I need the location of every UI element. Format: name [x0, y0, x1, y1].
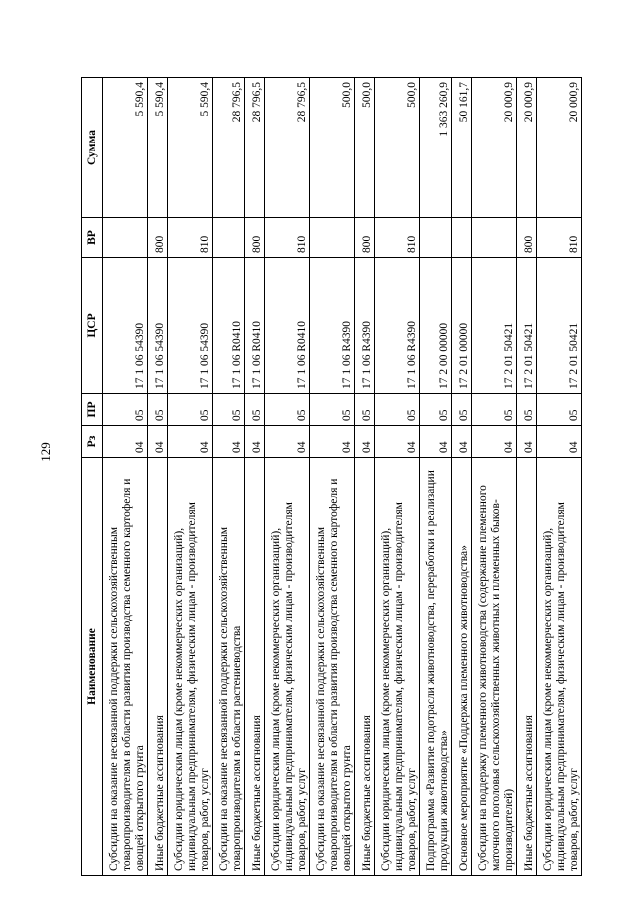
- row-vr-cell: [472, 218, 517, 258]
- row-name-cell: Субсидии на оказание несвязанной поддержки сельскохозяйственным товаропроизводителям в области развития производства семенного картофеля и овощей открытого грунта: [103, 458, 148, 876]
- row-csr-cell: 17 1 06 R4390: [375, 258, 420, 394]
- row-csr-cell: 17 1 06 R0410: [265, 258, 310, 394]
- row-name-cell: Субсидии на поддержку племенного животноводства (содержание племенного маточного поголовья сельскохозяйственных животных и племенных быков-производителей): [472, 458, 517, 876]
- table-row: [148, 78, 168, 876]
- table-header-row: [82, 78, 103, 876]
- row-rz-cell: 04: [537, 426, 582, 458]
- row-rz-cell: 04: [517, 426, 537, 458]
- row-sum-cell: 5 590,4: [103, 78, 148, 218]
- row-vr-cell: [213, 218, 245, 258]
- row-vr-cell: 810: [265, 218, 310, 258]
- header-rz: Рз: [82, 426, 103, 458]
- row-name-cell: Субсидии на оказание несвязанной поддержки сельскохозяйственным товаропроизводителям в области развития производства семенного картофеля и овощей открытого грунта: [310, 458, 355, 876]
- row-pr-cell: 05: [420, 394, 452, 426]
- row-pr-cell: 05: [452, 394, 472, 426]
- header-vr: ВР: [82, 218, 103, 258]
- row-pr-cell: 05: [103, 394, 148, 426]
- row-name-cell: Иные бюджетные ассигнования: [148, 458, 168, 876]
- budget-table-container: [81, 78, 581, 876]
- table-row: [310, 78, 355, 876]
- row-name-cell: Подпрограмма «Развитие подотрасли животноводства, переработки и реализации продукции животноводства»: [420, 458, 452, 876]
- row-rz-cell: 04: [148, 426, 168, 458]
- row-sum-cell: 5 590,4: [148, 78, 168, 218]
- row-pr-cell: 05: [537, 394, 582, 426]
- row-csr-cell: 17 2 01 00000: [452, 258, 472, 394]
- row-sum-cell: 500,0: [355, 78, 375, 218]
- row-name-cell: Субсидии юридическим лицам (кроме некоммерческих организаций), индивидуальным предпринимателям, физическим лицам - производителям товаров, работ, услуг: [537, 458, 582, 876]
- page-number: 129: [38, 442, 53, 462]
- row-rz-cell: 04: [168, 426, 213, 458]
- header-csr: ЦСР: [82, 258, 103, 394]
- row-csr-cell: 17 1 06 R4390: [310, 258, 355, 394]
- table-row: [168, 78, 213, 876]
- table-row: [355, 78, 375, 876]
- header-pr: ПР: [82, 394, 103, 426]
- row-vr-cell: 810: [168, 218, 213, 258]
- row-csr-cell: 17 1 06 54390: [168, 258, 213, 394]
- row-pr-cell: 05: [375, 394, 420, 426]
- table-row: [472, 78, 517, 876]
- table-row: [420, 78, 452, 876]
- row-pr-cell: 05: [355, 394, 375, 426]
- row-sum-cell: 500,0: [310, 78, 355, 218]
- table-row: [245, 78, 265, 876]
- row-rz-cell: 04: [103, 426, 148, 458]
- row-csr-cell: 17 1 06 54390: [103, 258, 148, 394]
- row-name-cell: Иные бюджетные ассигнования: [355, 458, 375, 876]
- row-csr-cell: 17 2 00 00000: [420, 258, 452, 394]
- row-vr-cell: 800: [517, 218, 537, 258]
- row-pr-cell: 05: [310, 394, 355, 426]
- row-csr-cell: 17 2 01 50421: [537, 258, 582, 394]
- header-name: Наименование: [82, 458, 103, 876]
- row-csr-cell: 17 2 01 50421: [517, 258, 537, 394]
- row-csr-cell: 17 1 06 R0410: [245, 258, 265, 394]
- row-vr-cell: [420, 218, 452, 258]
- row-csr-cell: 17 1 06 R0410: [213, 258, 245, 394]
- row-sum-cell: 5 590,4: [168, 78, 213, 218]
- table-body: [103, 78, 582, 876]
- row-rz-cell: 04: [420, 426, 452, 458]
- row-sum-cell: 20 000,9: [517, 78, 537, 218]
- row-csr-cell: 17 1 06 54390: [148, 258, 168, 394]
- table-row: [375, 78, 420, 876]
- row-sum-cell: 28 796,5: [213, 78, 245, 218]
- row-pr-cell: 05: [168, 394, 213, 426]
- row-sum-cell: 28 796,5: [265, 78, 310, 218]
- table-row: [537, 78, 582, 876]
- row-name-cell: Субсидии юридическим лицам (кроме некоммерческих организаций), индивидуальным предпринимателям, физическим лицам - производителям товаров, работ, услуг: [168, 458, 213, 876]
- row-vr-cell: 800: [148, 218, 168, 258]
- row-sum-cell: 50 161,7: [452, 78, 472, 218]
- row-vr-cell: [452, 218, 472, 258]
- row-name-cell: Субсидии юридическим лицам (кроме некоммерческих организаций), индивидуальным предпринимателям, физическим лицам - производителям товаров, работ, услуг: [375, 458, 420, 876]
- row-pr-cell: 05: [517, 394, 537, 426]
- row-csr-cell: 17 1 06 R4390: [355, 258, 375, 394]
- row-sum-cell: 20 000,9: [472, 78, 517, 218]
- row-csr-cell: 17 2 01 50421: [472, 258, 517, 394]
- row-name-cell: Субсидии на оказание несвязанной поддержки сельскохозяйственным товаропроизводителям в области растениеводства: [213, 458, 245, 876]
- row-name-cell: Субсидии юридическим лицам (кроме некоммерческих организаций), индивидуальным предпринимателям, физическим лицам - производителям товаров, работ, услуг: [265, 458, 310, 876]
- row-sum-cell: 1 363 260,9: [420, 78, 452, 218]
- row-rz-cell: 04: [265, 426, 310, 458]
- row-sum-cell: 28 796,5: [245, 78, 265, 218]
- table-row: [103, 78, 148, 876]
- row-pr-cell: 05: [213, 394, 245, 426]
- row-vr-cell: 810: [375, 218, 420, 258]
- table-row: [265, 78, 310, 876]
- row-rz-cell: 04: [472, 426, 517, 458]
- budget-table: [81, 77, 582, 876]
- row-vr-cell: [103, 218, 148, 258]
- row-vr-cell: 800: [355, 218, 375, 258]
- table-row: [452, 78, 472, 876]
- row-rz-cell: 04: [355, 426, 375, 458]
- table-row: [213, 78, 245, 876]
- row-name-cell: Иные бюджетные ассигнования: [245, 458, 265, 876]
- row-pr-cell: 05: [472, 394, 517, 426]
- row-vr-cell: 810: [537, 218, 582, 258]
- table-row: [517, 78, 537, 876]
- row-sum-cell: 500,0: [375, 78, 420, 218]
- row-rz-cell: 04: [375, 426, 420, 458]
- row-name-cell: Иные бюджетные ассигнования: [517, 458, 537, 876]
- row-name-cell: Основное мероприятие «Поддержка племенного животноводства»: [452, 458, 472, 876]
- row-rz-cell: 04: [452, 426, 472, 458]
- row-sum-cell: 20 000,9: [537, 78, 582, 218]
- row-vr-cell: 800: [245, 218, 265, 258]
- row-pr-cell: 05: [265, 394, 310, 426]
- row-rz-cell: 04: [245, 426, 265, 458]
- row-pr-cell: 05: [148, 394, 168, 426]
- row-pr-cell: 05: [245, 394, 265, 426]
- row-vr-cell: [310, 218, 355, 258]
- row-rz-cell: 04: [310, 426, 355, 458]
- row-rz-cell: 04: [213, 426, 245, 458]
- header-sum: Сумма: [82, 78, 103, 218]
